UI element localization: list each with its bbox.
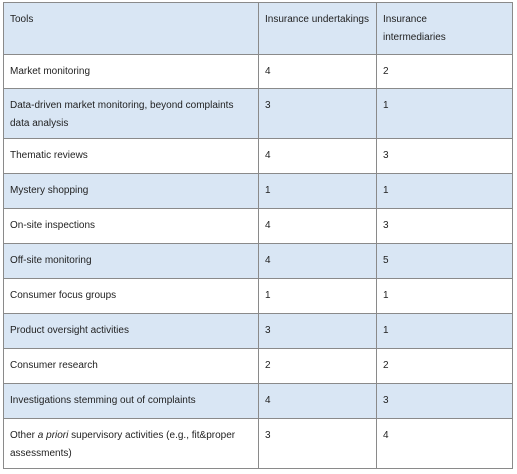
header-cell-undertakings: Insurance undertakings bbox=[259, 3, 377, 55]
undertakings-cell: 3 bbox=[259, 314, 377, 349]
table-row bbox=[4, 419, 513, 469]
table-row bbox=[4, 244, 513, 279]
table-row bbox=[4, 174, 513, 209]
undertakings-cell: 3 bbox=[259, 89, 377, 139]
table-row bbox=[4, 209, 513, 244]
intermediaries-cell: 1 bbox=[377, 89, 513, 139]
intermediaries-cell: 1 bbox=[377, 279, 513, 314]
undertakings-cell: 4 bbox=[259, 55, 377, 89]
undertakings-cell: 4 bbox=[259, 384, 377, 419]
undertakings-cell: 4 bbox=[259, 209, 377, 244]
intermediaries-cell: 3 bbox=[377, 139, 513, 174]
tool-cell: Consumer research bbox=[4, 349, 259, 384]
tool-cell: Market monitoring bbox=[4, 55, 259, 89]
intermediaries-cell: 1 bbox=[377, 174, 513, 209]
tools-table bbox=[3, 2, 513, 469]
tool-cell: Mystery shopping bbox=[4, 174, 259, 209]
undertakings-cell: 4 bbox=[259, 139, 377, 174]
intermediaries-cell: 3 bbox=[377, 384, 513, 419]
intermediaries-cell: 2 bbox=[377, 55, 513, 89]
table-row bbox=[4, 349, 513, 384]
table-header-row bbox=[4, 3, 513, 55]
table-row bbox=[4, 89, 513, 139]
intermediaries-cell: 1 bbox=[377, 314, 513, 349]
table-row bbox=[4, 55, 513, 89]
table-row bbox=[4, 279, 513, 314]
undertakings-cell: 1 bbox=[259, 279, 377, 314]
undertakings-cell: 1 bbox=[259, 174, 377, 209]
header-cell-intermediaries: Insurance intermediaries bbox=[377, 3, 513, 55]
tool-cell: Data-driven market monitoring, beyond complaints data analysis bbox=[4, 89, 259, 139]
intermediaries-cell: 5 bbox=[377, 244, 513, 279]
intermediaries-cell: 2 bbox=[377, 349, 513, 384]
tool-cell: Off-site monitoring bbox=[4, 244, 259, 279]
tool-cell: Consumer focus groups bbox=[4, 279, 259, 314]
table-row bbox=[4, 139, 513, 174]
tool-cell: Product oversight activities bbox=[4, 314, 259, 349]
tool-cell: Other a priori supervisory activities (e.g., fit&proper assessments) bbox=[4, 419, 259, 469]
tool-cell: Thematic reviews bbox=[4, 139, 259, 174]
intermediaries-cell: 4 bbox=[377, 419, 513, 469]
tool-cell: On-site inspections bbox=[4, 209, 259, 244]
undertakings-cell: 2 bbox=[259, 349, 377, 384]
italic-emphasis: a priori bbox=[37, 430, 69, 441]
tool-cell: Investigations stemming out of complaints bbox=[4, 384, 259, 419]
intermediaries-cell: 3 bbox=[377, 209, 513, 244]
undertakings-cell: 3 bbox=[259, 419, 377, 469]
undertakings-cell: 4 bbox=[259, 244, 377, 279]
header-cell-tools: Tools bbox=[4, 3, 259, 55]
table-row bbox=[4, 314, 513, 349]
table-row bbox=[4, 384, 513, 419]
